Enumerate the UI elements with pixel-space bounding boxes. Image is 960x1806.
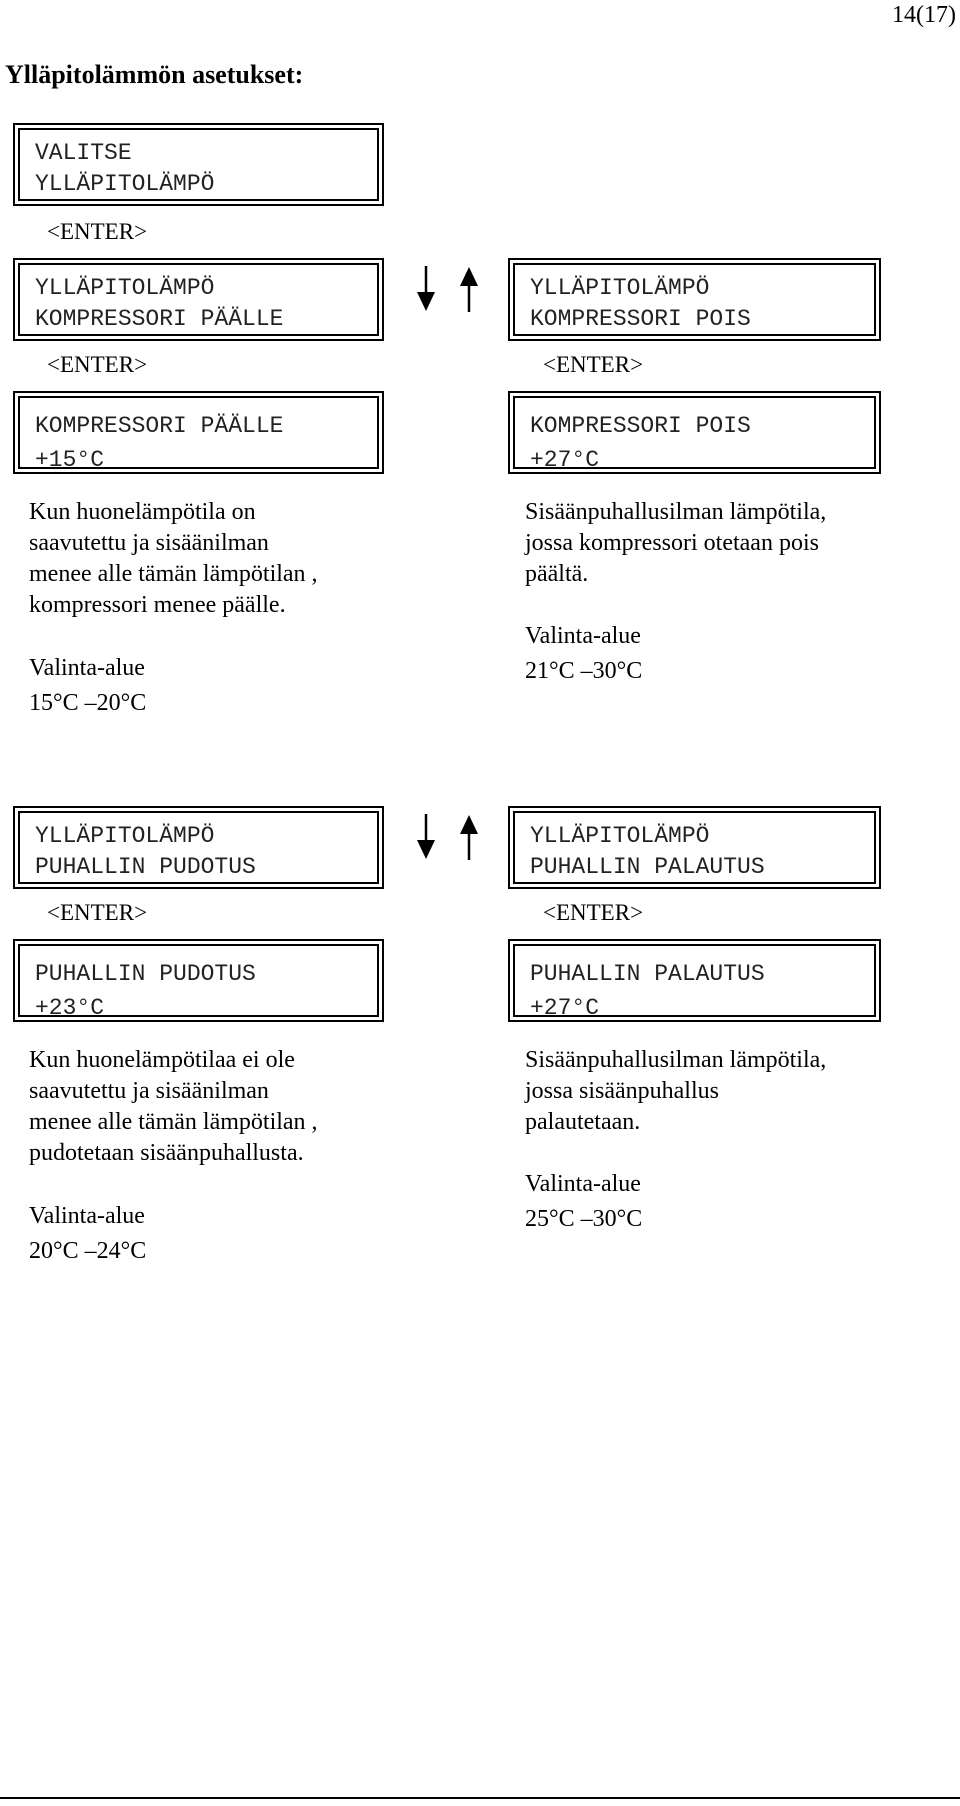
- lcd-line: KOMPRESSORI PÄÄLLE: [35, 306, 284, 332]
- description-line: Kun huonelämpötila on: [29, 499, 256, 525]
- description-line: saavutettu ja sisäänilman: [29, 1078, 269, 1104]
- footer-rule: [0, 1797, 960, 1799]
- lcd-fan-restore-menu: [508, 806, 881, 889]
- description-line: jossa sisäänpuhallus: [525, 1078, 719, 1104]
- range-value: 21°C –30°C: [525, 658, 643, 684]
- enter-label: <ENTER>: [47, 219, 148, 244]
- lcd-line: PUHALLIN PUDOTUS: [35, 854, 256, 880]
- range-label: Valinta-alue: [29, 655, 145, 681]
- lcd-setting-value: +15°C: [35, 447, 105, 473]
- enter-label: <ENTER>: [47, 352, 148, 377]
- range-value: 20°C –24°C: [29, 1238, 147, 1264]
- range-value: 25°C –30°C: [525, 1206, 643, 1232]
- lcd-select-display: [13, 123, 384, 206]
- lcd-setting-value: +27°C: [530, 995, 600, 1021]
- lcd-fan-restore-setting: [508, 939, 881, 1022]
- lcd-line: PUHALLIN PALAUTUS: [530, 961, 765, 987]
- lcd-line: YLLÄPITOLÄMPÖ: [35, 171, 215, 197]
- lcd-fan-drop-setting: [13, 939, 384, 1022]
- compressor-on-description: [29, 497, 318, 621]
- lcd-line: YLLÄPITOLÄMPÖ: [35, 823, 215, 849]
- lcd-line: PUHALLIN PUDOTUS: [35, 961, 256, 987]
- description-line: pudotetaan sisäänpuhallusta.: [29, 1140, 304, 1166]
- enter-label: <ENTER>: [543, 900, 644, 925]
- lcd-setting-value: +27°C: [530, 447, 600, 473]
- page-number: 14(17): [892, 2, 956, 28]
- lcd-line: YLLÄPITOLÄMPÖ: [35, 275, 215, 301]
- description-line: menee alle tämän lämpötilan ,: [29, 561, 318, 587]
- lcd-compressor-off-setting: [508, 391, 881, 474]
- page-heading: Ylläpitolämmön asetukset:: [5, 60, 304, 89]
- arrow-up-icon: [458, 814, 480, 860]
- arrow-down-icon: [415, 266, 437, 312]
- lcd-line: KOMPRESSORI PÄÄLLE: [35, 413, 284, 439]
- arrow-up-icon: [458, 266, 480, 312]
- lcd-compressor-on-setting: [13, 391, 384, 474]
- enter-label: <ENTER>: [47, 900, 148, 925]
- fan-drop-description: [29, 1045, 318, 1169]
- lcd-line: PUHALLIN PALAUTUS: [530, 854, 765, 880]
- description-line: Kun huonelämpötilaa ei ole: [29, 1047, 295, 1073]
- lcd-line: YLLÄPITOLÄMPÖ: [530, 823, 710, 849]
- fan-restore-description: [525, 1045, 826, 1138]
- description-line: Sisäänpuhallusilman lämpötila,: [525, 1047, 827, 1073]
- lcd-line: YLLÄPITOLÄMPÖ: [530, 275, 710, 301]
- description-line: päältä.: [525, 561, 589, 587]
- range-value: 15°C –20°C: [29, 690, 147, 716]
- enter-label: <ENTER>: [543, 352, 644, 377]
- range-label: Valinta-alue: [525, 623, 641, 649]
- lcd-setting-value: +23°C: [35, 995, 105, 1021]
- range-label: Valinta-alue: [525, 1171, 641, 1197]
- compressor-off-description: [525, 497, 826, 590]
- lcd-fan-drop-menu: [13, 806, 384, 889]
- lcd-line: KOMPRESSORI POIS: [530, 306, 751, 332]
- arrow-down-icon: [415, 814, 437, 860]
- lcd-compressor-off-menu: [508, 258, 881, 341]
- description-line: menee alle tämän lämpötilan ,: [29, 1109, 318, 1135]
- lcd-line: VALITSE: [35, 140, 132, 166]
- lcd-compressor-on-menu: [13, 258, 384, 341]
- range-label: Valinta-alue: [29, 1203, 145, 1229]
- description-line: saavutettu ja sisäänilman: [29, 530, 269, 556]
- description-line: Sisäänpuhallusilman lämpötila,: [525, 499, 827, 525]
- description-line: palautetaan.: [525, 1109, 641, 1135]
- description-line: kompressori menee päälle.: [29, 592, 286, 618]
- lcd-line: KOMPRESSORI POIS: [530, 413, 751, 439]
- description-line: jossa kompressori otetaan pois: [525, 530, 819, 556]
